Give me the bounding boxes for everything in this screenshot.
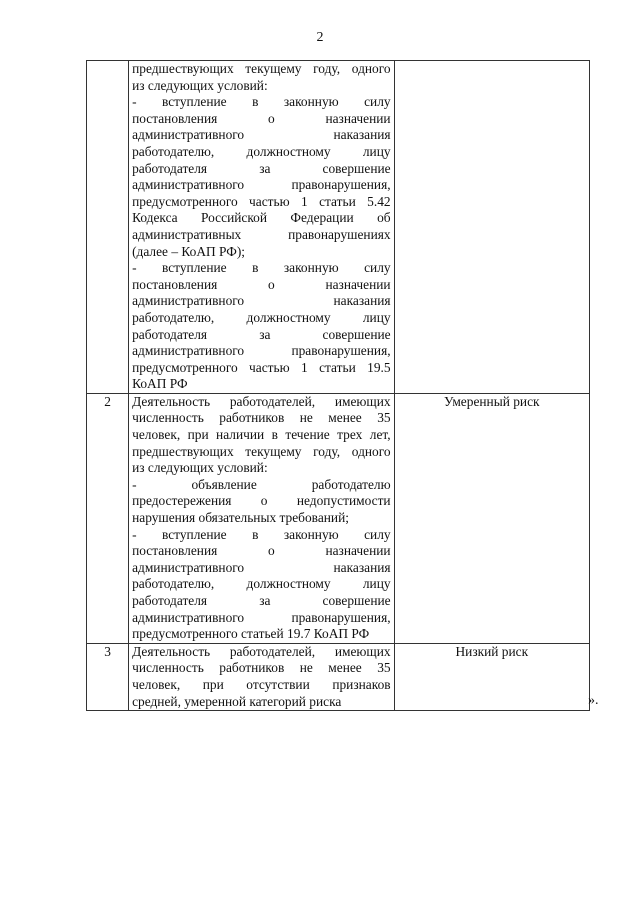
criteria-line: нарушения обязательных требований; bbox=[132, 510, 349, 526]
table-row bbox=[87, 61, 590, 394]
criteria-line: численность работников не менее 35 bbox=[132, 410, 391, 426]
risk-category-cell: Низкий риск bbox=[394, 643, 589, 710]
table-row bbox=[87, 643, 590, 710]
criteria-line: Кодекса Российской Федерации об bbox=[132, 210, 391, 226]
criteria-line: работодателя за совершение bbox=[132, 160, 391, 176]
criteria-line: административного наказания bbox=[132, 293, 391, 309]
row-number-cell: 2 bbox=[87, 393, 129, 643]
risk-category-cell: Умеренный риск bbox=[394, 393, 589, 643]
criteria-line: человек, при отсутствии признаков bbox=[132, 676, 391, 692]
criteria-line: предшествующих текущему году, одного bbox=[132, 443, 391, 459]
criteria-line: из следующих условий: bbox=[132, 460, 268, 476]
criteria-line: (далее – КоАП РФ); bbox=[132, 243, 245, 259]
criteria-line: Деятельность работодателей, имеющих bbox=[132, 643, 391, 659]
table-body bbox=[87, 61, 590, 711]
criteria-line: КоАП РФ bbox=[132, 376, 188, 392]
criteria-line: - вступление в законную силу bbox=[132, 526, 391, 542]
criteria-line: из следующих условий: bbox=[132, 77, 268, 93]
criteria-line: - объявление работодателю bbox=[132, 476, 391, 492]
criteria-line: предусмотренного частью 1 статьи 5.42 bbox=[132, 193, 391, 209]
criteria-line: постановления о назначении bbox=[132, 110, 391, 126]
criteria-line: предусмотренного частью 1 статьи 19.5 bbox=[132, 359, 391, 375]
criteria-line: административного правонарушения, bbox=[132, 343, 391, 359]
criteria-line: предшествующих текущему году, одного bbox=[132, 61, 391, 76]
criteria-line: - вступление в законную силу bbox=[132, 260, 391, 276]
criteria-line: административного наказания bbox=[132, 559, 391, 575]
criteria-line: работодателя за совершение bbox=[132, 326, 391, 342]
criteria-line: предусмотренного статьей 19.7 КоАП РФ bbox=[132, 626, 370, 642]
criteria-line: средней, умеренной категорий риска bbox=[132, 693, 342, 709]
criteria-line: - вступление в законную силу bbox=[132, 94, 391, 110]
row-number-cell: 3 bbox=[87, 643, 129, 710]
criteria-line: постановления о назначении bbox=[132, 543, 391, 559]
criteria-line: административного наказания bbox=[132, 127, 391, 143]
table-row bbox=[87, 393, 590, 643]
criteria-line: работодателю, должностному лицу bbox=[132, 576, 391, 592]
page-number: 2 bbox=[316, 30, 324, 45]
closing-quote-mark: ». bbox=[588, 693, 599, 708]
criteria-line: административных правонарушениях bbox=[132, 226, 391, 242]
criteria-cell bbox=[129, 393, 395, 643]
criteria-cell bbox=[129, 643, 395, 710]
criteria-line: административного правонарушения, bbox=[132, 609, 391, 625]
criteria-line: постановления о назначении bbox=[132, 276, 391, 292]
criteria-line: административного правонарушения, bbox=[132, 177, 391, 193]
criteria-line: человек, при наличии в течение трех лет, bbox=[132, 427, 391, 443]
criteria-line: Деятельность работодателей, имеющих bbox=[132, 393, 391, 409]
criteria-line: численность работников не менее 35 bbox=[132, 660, 391, 676]
criteria-line: работодателю, должностному лицу bbox=[132, 309, 391, 325]
criteria-line: работодателя за совершение bbox=[132, 593, 391, 608]
criteria-line: работодателю, должностному лицу bbox=[132, 143, 391, 159]
criteria-cell bbox=[129, 61, 395, 394]
risk-category-cell bbox=[394, 61, 589, 394]
criteria-line: предостережения о недопустимости bbox=[132, 493, 391, 509]
risk-category-table bbox=[86, 60, 590, 711]
row-number-cell bbox=[87, 61, 129, 394]
